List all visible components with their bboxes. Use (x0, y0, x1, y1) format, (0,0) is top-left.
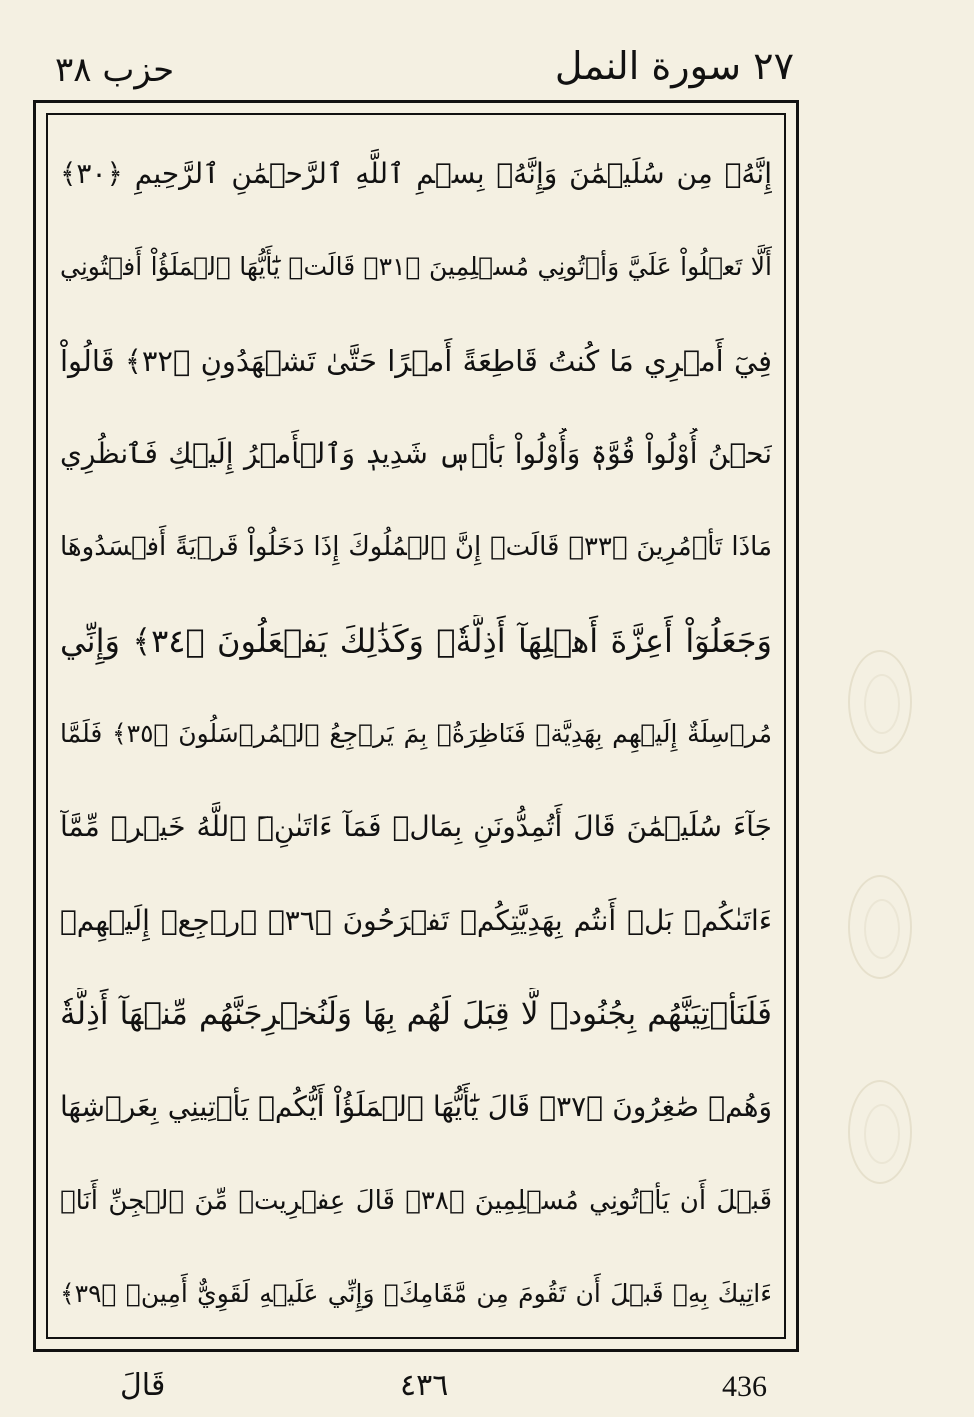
margin-ornament-icon (848, 650, 912, 754)
margin-ornament-icon (848, 875, 912, 979)
verse-line: وَجَعَلُوٓاْ أَعِزَّةَ أَهۡلِهَآ أَذِلَّةٗۚ وَكَذَٰلِكَ يَفۡعَلُونَ ﴿٣٤﴾ وَإِنِّي (60, 621, 772, 660)
margin-ornament-icon (848, 1080, 912, 1184)
page-number: 436 (722, 1370, 767, 1403)
verse-line: مَاذَا تَأۡمُرِينَ ﴿٣٣﴾ قَالَتۡ إِنَّ ٱلۡمُلُوكَ إِذَا دَخَلُواْ قَرۡيَةً أَفۡسَدُوهَا (60, 532, 772, 563)
verse-line: جَآءَ سُلَيۡمَٰنَ قَالَ أَتُمِدُّونَنِ بِمَالٖ فَمَآ ءَاتَىٰنِۦَ ٱللَّهُ خَيۡرٞ مِّمَّآ (60, 810, 772, 844)
verse-line: فَلَنَأۡتِيَنَّهُم بِجُنُودٖ لَّا قِبَلَ لَهُم بِهَا وَلَنُخۡرِجَنَّهُم مِّنۡهَآ أَذِلَّةٗ (60, 995, 772, 1032)
verse-line: ءَاتَىٰكُمۚ بَلۡ أَنتُم بِهَدِيَّتِكُمۡ تَفۡرَحُونَ ﴿٣٦﴾ ٱرۡجِعۡ إِلَيۡهِمۡ (60, 903, 772, 937)
verse-text-block (60, 140, 772, 1330)
hizb-label: حزب ٣٨ (55, 50, 175, 90)
surah-title: ٢٧ سورة النمل (554, 44, 794, 88)
verse-line: إِنَّهُۥ مِن سُلَيۡمَٰنَ وَإِنَّهُۥ بِسۡمِ ٱللَّهِ ٱلرَّحۡمَٰنِ ٱلرَّحِيمِ ﴿٣٠﴾ (60, 157, 772, 190)
verse-line: نَحۡنُ أُوْلُواْ قُوَّةٖ وَأُوْلُواْ بَأۡسٖ شَدِيدٖ وَٱلۡأَمۡرُ إِلَيۡكِ فَٱنظُرِي (60, 436, 772, 470)
verse-line: مُرۡسِلَةٌ إِلَيۡهِم بِهَدِيَّةٖ فَنَاظِرَةُۢ بِمَ يَرۡجِعُ ٱلۡمُرۡسَلُونَ ﴿٣٥﴾ فَلَمَّا (60, 718, 772, 748)
catchword: قَالَ (120, 1368, 166, 1403)
verse-line: ءَاتِيكَ بِهِۦ قَبۡلَ أَن تَقُومَ مِن مَّقَامِكَۖ وَإِنِّي عَلَيۡهِ لَقَوِيٌّ أَمِينٞ ﴿٣٩﴾ (60, 1278, 772, 1308)
verse-line: وَهُمۡ صَٰغِرُونَ ﴿٣٧﴾ قَالَ يَٰٓأَيُّهَا ٱلۡمَلَؤُاْ أَيُّكُمۡ يَأۡتِينِي بِعَرۡشِهَا (60, 1090, 772, 1124)
verse-line: قَبۡلَ أَن يَأۡتُونِي مُسۡلِمِينَ ﴿٣٨﴾ قَالَ عِفۡرِيتٞ مِّنَ ٱلۡجِنِّ أَنَا۠ (60, 1185, 772, 1216)
verse-line: أَلَّا تَعۡلُواْ عَلَيَّ وَأۡتُونِي مُسۡلِمِينَ ﴿٣١﴾ قَالَتۡ يَٰٓأَيُّهَا ٱلۡمَلَؤُاْ أَفۡتُونِي (60, 252, 772, 282)
page-number-arabic: ٤٣٦ (400, 1368, 449, 1403)
verse-line: فِيٓ أَمۡرِي مَا كُنتُ قَاطِعَةً أَمۡرًا حَتَّىٰ تَشۡهَدُونِ ﴿٣٢﴾ قَالُواْ (60, 343, 772, 378)
